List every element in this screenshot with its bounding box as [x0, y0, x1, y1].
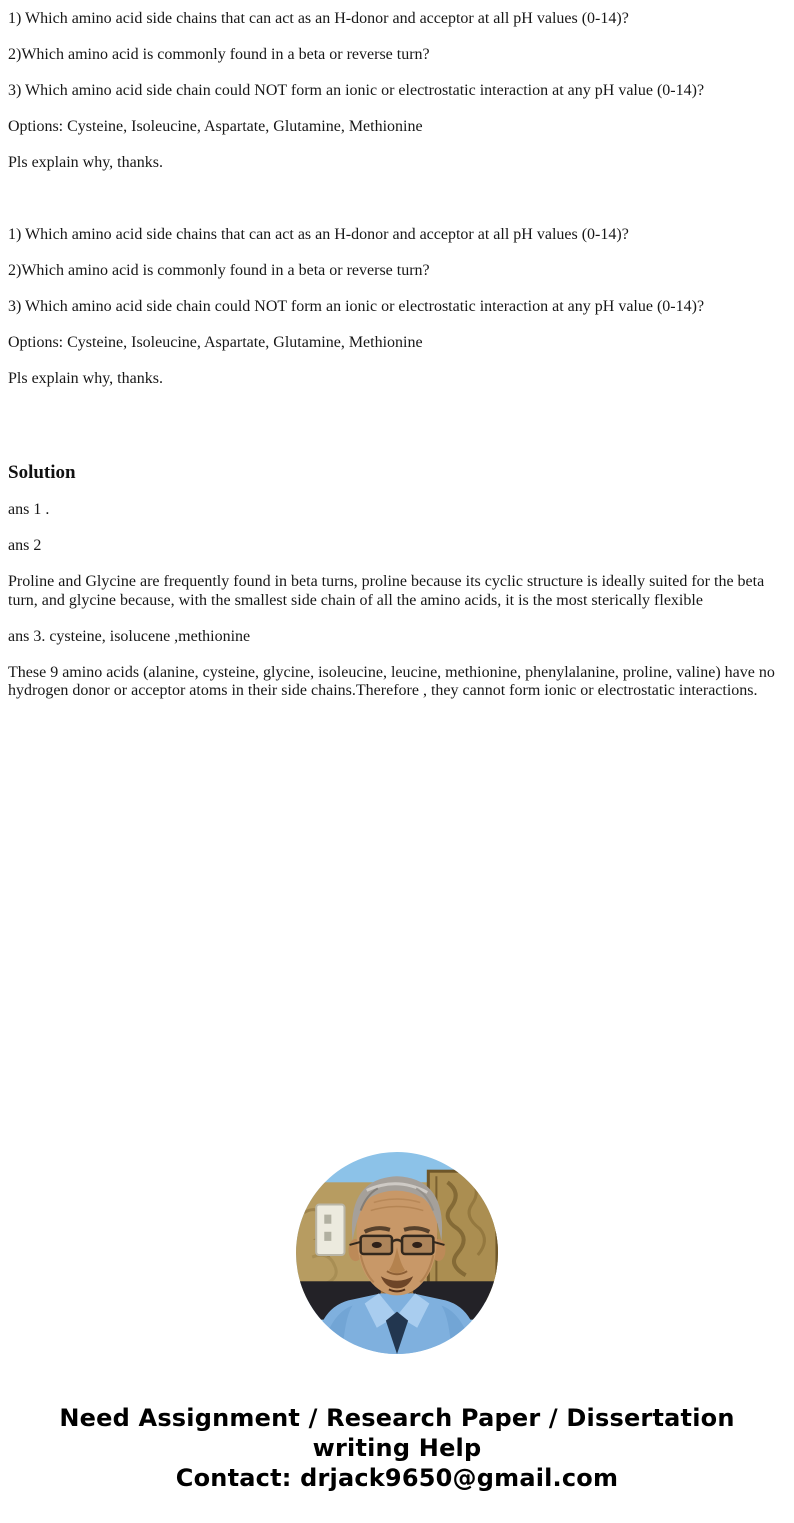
solution-ans1: ans 1 . — [8, 501, 50, 519]
options-line-repeat: Options: Cysteine, Isoleucine, Aspartate, Glutamine, Methionine — [8, 334, 423, 352]
question-block-2 — [8, 226, 784, 388]
question-3: 3) Which amino acid side chain could NOT form an ionic or electrostatic interaction at any pH value (0-14)? — [8, 82, 705, 99]
question-1: 1) Which amino acid side chains that can act as an H-donor and acceptor at all pH values (0-14)? — [8, 10, 629, 27]
footer-promo — [0, 1403, 794, 1493]
tutor-portrait-photo — [296, 1152, 498, 1354]
question-block-1 — [8, 10, 784, 172]
question-2: 2)Which amino acid is commonly found in a beta or reverse turn? — [8, 46, 430, 63]
solution-ans2: ans 2 — [8, 537, 42, 555]
document-body — [0, 0, 794, 718]
footer-line-2: writing Help — [312, 1434, 482, 1462]
question-2-repeat: 2)Which amino acid is commonly found in a beta or reverse turn? — [8, 262, 430, 280]
footer-line-1: Need Assignment / Research Paper / Dissertation — [59, 1404, 735, 1432]
note-line: Pls explain why, thanks. — [8, 154, 163, 171]
options-line: Options: Cysteine, Isoleucine, Aspartate, Glutamine, Methionine — [8, 118, 423, 135]
question-1-repeat: 1) Which amino acid side chains that can act as an H-donor and acceptor at all pH values (0-14)? — [8, 226, 629, 244]
solution-ans2-detail: Proline and Glycine are frequently found in beta turns, proline because its cyclic structure is ideally suited for the beta turn, and glycine because, with the smallest side chain of all the amino acids, it is the most sterically flexible — [8, 573, 765, 609]
solution-ans3: ans 3. cysteine, isolucene ,methionine — [8, 627, 251, 645]
note-line-repeat: Pls explain why, thanks. — [8, 370, 163, 388]
solution-ans3-detail: These 9 amino acids (alanine, cysteine, glycine, isoleucine, leucine, methionine, phenylalanine, proline, valine) have no hydrogen donor or acceptor atoms in their side chains.Therefore , they cannot form ionic or electrostatic interactions. — [8, 663, 775, 700]
footer-contact-email: Contact: drjack9650@gmail.com — [175, 1464, 619, 1492]
solution-heading: Solution — [8, 461, 76, 483]
solution-section — [8, 462, 784, 701]
question-3-repeat: 3) Which amino acid side chain could NOT form an ionic or electrostatic interaction at any pH value (0-14)? — [8, 298, 705, 316]
tutor-portrait-illustration — [296, 1152, 498, 1354]
